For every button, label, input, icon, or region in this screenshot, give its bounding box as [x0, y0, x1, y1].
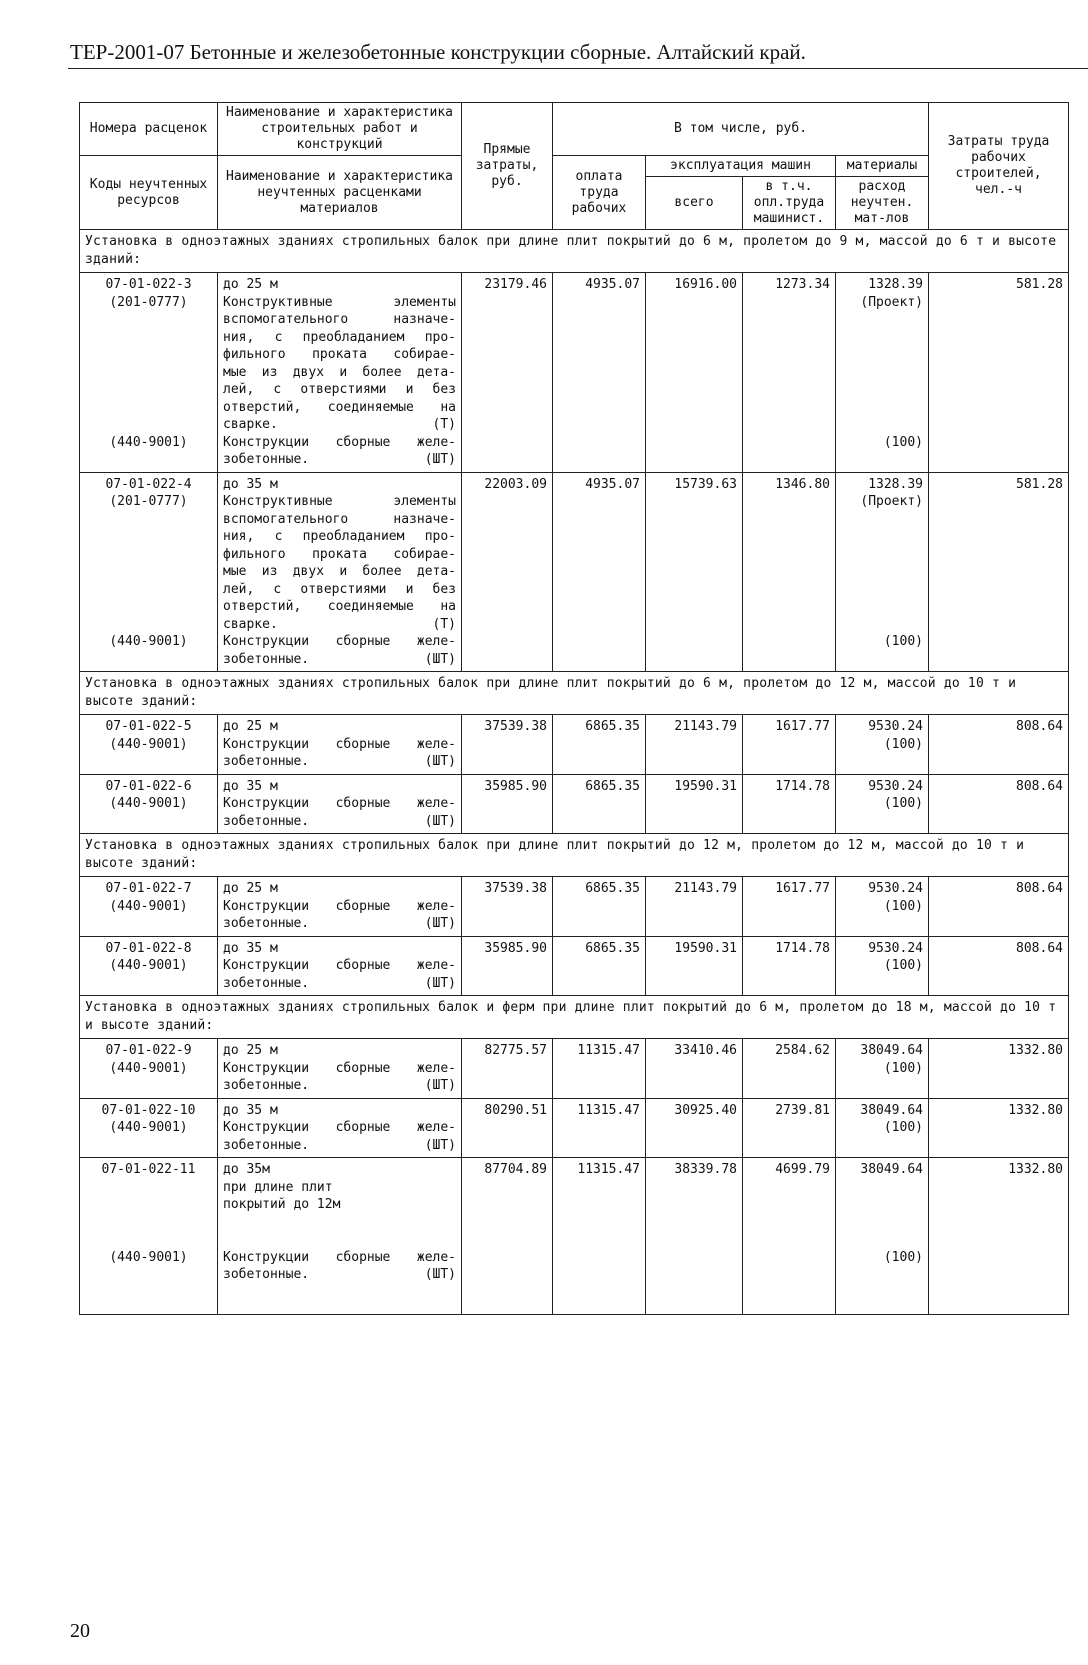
col-direct-costs: Прямые затраты, руб. [462, 103, 553, 230]
col-unaccounted-consumption: расход неучтен. мат-лов [836, 177, 929, 230]
description-line: фильного проката собирае- [223, 546, 456, 562]
col-total: всего [646, 177, 743, 230]
section-title: Установка в одноэтажных зданиях стропильных балок при длине плит покрытий до 6 м, пролетом до 9 м, массой до 6 т и высоте зданий: [80, 230, 1069, 273]
height-limit: до 35 м [223, 778, 278, 794]
labor-pay: 6865.35 [553, 877, 646, 937]
height-limit: до 25 м [223, 1043, 278, 1058]
rate-code: 07-01-022-10 [101, 1102, 196, 1118]
unit: (ШТ) [424, 916, 456, 931]
materials-cost: 9530.24 [868, 940, 923, 956]
labor-hours: 808.64 [929, 715, 1069, 775]
col-resource-codes: Коды неучтенных ресурсов [80, 156, 218, 230]
unit: (ШТ) [424, 754, 456, 769]
material-line: Конструкции сборные желе- [223, 434, 456, 450]
table-row [80, 1039, 1069, 1099]
page-header: ТЕР-2001-07 Бетонные и железобетонные конструкции сборные. Алтайский край. [70, 40, 806, 64]
consumption: (100) [883, 1249, 923, 1265]
consumption: (100) [883, 634, 923, 649]
machinist-pay: 1617.77 [743, 715, 836, 775]
material-line: зобетонные. [223, 452, 310, 467]
table-row [80, 1158, 1069, 1315]
labor-hours: 808.64 [929, 774, 1069, 834]
col-unaccounted-name: Наименование и характеристика неучтенных расценками материалов [218, 156, 462, 230]
direct-costs: 23179.46 [462, 273, 553, 473]
machines-total: 30925.40 [646, 1098, 743, 1158]
description-line: отверстий, соединяемые на [223, 599, 456, 614]
material-line: зобетонные. [223, 1078, 310, 1093]
col-machine-operation: эксплуатация машин [646, 156, 836, 177]
materials-note: (Проект) [860, 494, 923, 509]
rate-code: 07-01-022-11 [101, 1162, 196, 1177]
description-line: отверстий, соединяемые на [223, 399, 456, 415]
material-line: Конструкции сборные желе- [223, 958, 456, 973]
description-line: мые из двух и более дета- [223, 564, 456, 579]
table-row [80, 273, 1069, 473]
rates-table [79, 102, 1069, 1315]
unit: (ШТ) [424, 1078, 456, 1093]
resource-code: (440-9001) [109, 736, 188, 752]
material-line: зобетонные. [223, 975, 310, 991]
table-row [80, 715, 1069, 775]
section-title: Установка в одноэтажных зданиях стропильных балок при длине плит покрытий до 6 м, пролетом до 12 м, массой до 10 т и высоте зданий: [80, 672, 1069, 715]
rate-code: 07-01-022-8 [105, 940, 192, 956]
direct-costs: 37539.38 [462, 715, 553, 775]
labor-pay: 11315.47 [553, 1039, 646, 1099]
col-materials: материалы [836, 156, 929, 177]
machinist-pay: 2584.62 [743, 1039, 836, 1099]
machinist-pay: 2739.81 [743, 1098, 836, 1158]
table-row [80, 877, 1069, 937]
consumption: (100) [883, 898, 923, 914]
machines-total: 15739.63 [646, 472, 743, 672]
description-line: ния, с преобладанием про- [223, 529, 456, 544]
labor-hours: 1332.80 [929, 1158, 1069, 1315]
machinist-pay: 1714.78 [743, 774, 836, 834]
materials-cost: 9530.24 [868, 719, 923, 734]
table-row [80, 774, 1069, 834]
labor-pay: 11315.47 [553, 1158, 646, 1315]
material-line: зобетонные. [223, 754, 310, 769]
table-row [80, 1098, 1069, 1158]
col-incl-machinist: в т.ч. опл.труда машинист. [743, 177, 836, 230]
labor-pay: 6865.35 [553, 715, 646, 775]
height-limit: до 25 м [223, 719, 278, 734]
description-line: сварке. [223, 417, 278, 432]
labor-pay: 4935.07 [553, 273, 646, 473]
section-title: Установка в одноэтажных зданиях стропильных балок при длине плит покрытий до 12 м, пролетом до 12 м, массой до 10 т и высоте зданий: [80, 834, 1069, 877]
material-line: зобетонные. [223, 1267, 310, 1282]
materials-cost: 9530.24 [868, 778, 923, 794]
resource-code: (440-9001) [109, 434, 188, 450]
materials-cost: 1328.39 [868, 476, 923, 492]
table-row [80, 936, 1069, 996]
description-line: лей, с отверстиями и без [223, 581, 456, 597]
height-limit: до 35 м [223, 940, 278, 956]
header-rule [68, 68, 1088, 69]
resource-code: (440-9001) [109, 958, 188, 973]
labor-pay: 6865.35 [553, 774, 646, 834]
direct-costs: 80290.51 [462, 1098, 553, 1158]
materials-cost: 38049.64 [860, 1162, 923, 1177]
consumption: (100) [883, 1060, 923, 1076]
direct-costs: 82775.57 [462, 1039, 553, 1099]
machinist-pay: 1273.34 [743, 273, 836, 473]
materials-cost: 9530.24 [868, 881, 923, 896]
unit: (ШТ) [424, 651, 456, 667]
height-limit: до 35м [223, 1162, 270, 1177]
col-labor-pay: оплата труда рабочих [553, 156, 646, 230]
rate-code: 07-01-022-6 [105, 778, 192, 794]
materials-cost: 38049.64 [860, 1102, 923, 1118]
direct-costs: 35985.90 [462, 936, 553, 996]
description-line: сварке. [223, 616, 278, 632]
height-limit: до 25 м [223, 277, 278, 292]
machines-total: 21143.79 [646, 877, 743, 937]
rate-code: 07-01-022-3 [105, 277, 192, 292]
description-line: вспомогательного назначе- [223, 312, 456, 327]
material-line: Конструкции сборные желе- [223, 1060, 456, 1076]
labor-hours: 581.28 [929, 273, 1069, 473]
unit: (Т) [432, 417, 456, 432]
labor-pay: 6865.35 [553, 936, 646, 996]
materials-cost: 38049.64 [860, 1043, 923, 1058]
material-line: Конструкции сборные желе- [223, 634, 456, 649]
material-line: Конструкции сборные желе- [223, 796, 456, 811]
resource-code: (440-9001) [109, 1060, 188, 1076]
description-line: ния, с преобладанием про- [223, 329, 456, 345]
material-line: Конструкции сборные желе- [223, 898, 456, 914]
unit: (Т) [432, 616, 456, 632]
col-labor-costs: Затраты труда рабочих строителей, чел.-ч [929, 103, 1069, 230]
unit: (ШТ) [424, 813, 456, 829]
labor-hours: 581.28 [929, 472, 1069, 672]
direct-costs: 35985.90 [462, 774, 553, 834]
col-rate-number: Номера расценок [80, 103, 218, 156]
labor-hours: 808.64 [929, 877, 1069, 937]
machinist-pay: 1617.77 [743, 877, 836, 937]
col-in-that-number: В том числе, руб. [553, 103, 929, 156]
material-line: зобетонные. [223, 1137, 310, 1153]
resource-code: (440-9001) [109, 634, 188, 649]
height-limit: до 35 м [223, 476, 278, 492]
material-line: Конструкции сборные желе- [223, 736, 456, 752]
machines-total: 19590.31 [646, 936, 743, 996]
consumption: (100) [883, 796, 923, 811]
machines-total: 33410.46 [646, 1039, 743, 1099]
section-title: Установка в одноэтажных зданиях стропильных балок и ферм при длине плит покрытий до 6 м, пролетом до 18 м, массой до 10 т и высоте зданий: [80, 996, 1069, 1039]
material-line: Конструкции сборные желе- [223, 1249, 456, 1265]
machines-total: 19590.31 [646, 774, 743, 834]
material-line: зобетонные. [223, 813, 310, 829]
materials-cost: 1328.39 [868, 277, 923, 292]
rate-code: 07-01-022-9 [105, 1043, 192, 1058]
consumption: (100) [883, 958, 923, 973]
labor-pay: 4935.07 [553, 472, 646, 672]
consumption: (100) [883, 1120, 923, 1135]
consumption: (100) [883, 736, 923, 752]
direct-costs: 37539.38 [462, 877, 553, 937]
description-line: Конструктивные элементы [223, 294, 456, 310]
col-work-name: Наименование и характеристика строительных работ и конструкций [218, 103, 462, 156]
direct-costs: 22003.09 [462, 472, 553, 672]
description-line: фильного проката собирае- [223, 347, 456, 362]
resource-code: (201-0777) [109, 494, 188, 509]
resource-code: (440-9001) [109, 1120, 188, 1135]
rate-code: 07-01-022-5 [105, 719, 192, 734]
height-limit: до 35 м [223, 1102, 278, 1118]
description-line: Конструктивные элементы [223, 494, 456, 509]
labor-hours: 1332.80 [929, 1039, 1069, 1099]
unit: (ШТ) [424, 452, 456, 467]
resource-code: (201-0777) [109, 294, 188, 310]
description-line: вспомогательного назначе- [223, 511, 456, 527]
labor-hours: 808.64 [929, 936, 1069, 996]
rate-code: 07-01-022-7 [105, 881, 192, 896]
extra-condition: при длине плит покрытий до 12м [223, 1179, 341, 1212]
description-line: лей, с отверстиями и без [223, 382, 456, 397]
machines-total: 38339.78 [646, 1158, 743, 1315]
page-number: 20 [70, 1620, 90, 1642]
materials-note: (Проект) [860, 294, 923, 310]
unit: (ШТ) [424, 975, 456, 991]
material-line: Конструкции сборные желе- [223, 1120, 456, 1135]
machinist-pay: 4699.79 [743, 1158, 836, 1315]
material-line: зобетонные. [223, 916, 310, 931]
height-limit: до 25 м [223, 881, 278, 896]
material-line: зобетонные. [223, 651, 310, 667]
rate-code: 07-01-022-4 [105, 476, 192, 492]
consumption: (100) [883, 434, 923, 450]
machines-total: 16916.00 [646, 273, 743, 473]
resource-code: (440-9001) [109, 796, 188, 811]
labor-pay: 11315.47 [553, 1098, 646, 1158]
unit: (ШТ) [424, 1137, 456, 1153]
resource-code: (440-9001) [109, 898, 188, 914]
machines-total: 21143.79 [646, 715, 743, 775]
table-row [80, 472, 1069, 672]
description-line: мые из двух и более дета- [223, 364, 456, 380]
machinist-pay: 1346.80 [743, 472, 836, 672]
resource-code: (440-9001) [109, 1249, 188, 1265]
unit: (ШТ) [424, 1267, 456, 1282]
direct-costs: 87704.89 [462, 1158, 553, 1315]
machinist-pay: 1714.78 [743, 936, 836, 996]
labor-hours: 1332.80 [929, 1098, 1069, 1158]
